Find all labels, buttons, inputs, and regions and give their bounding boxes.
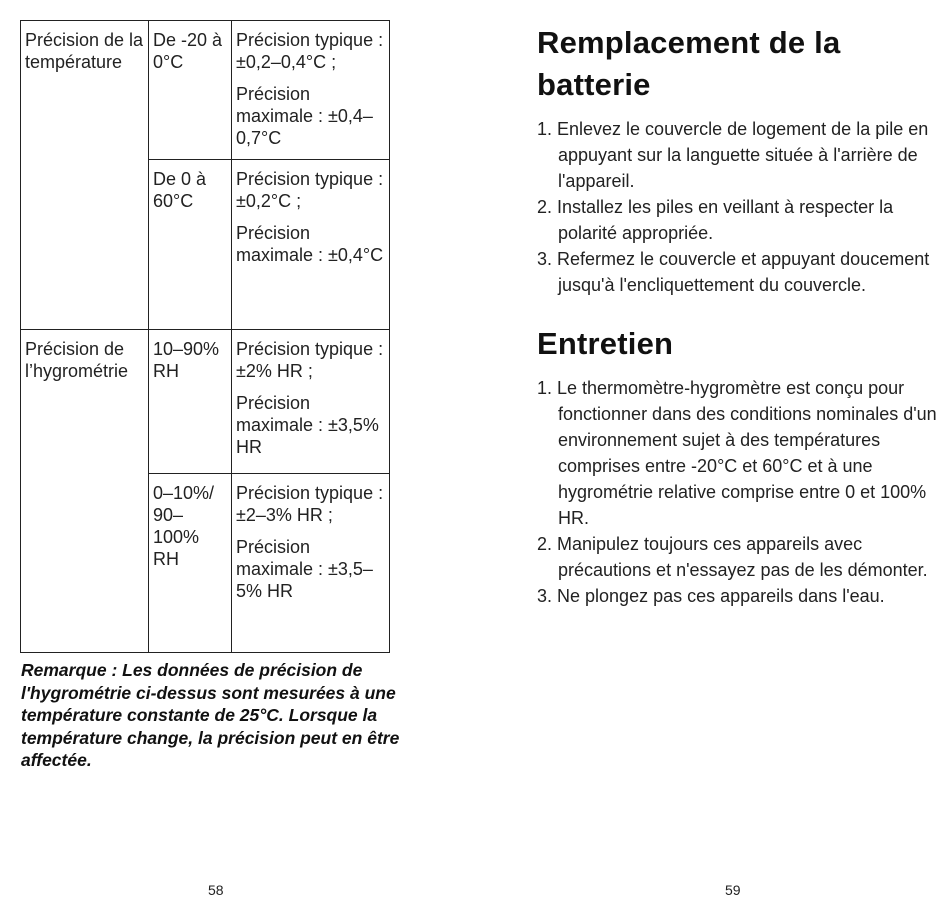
list-item: 1. Le thermomètre-hygromètre est conçu pour fonctionner dans des conditions nominales d'un environnement sujet à des températures comprises entre -20°C et 60°C et à une hygrométrie relative comprise entre 0 et 100% HR.: [537, 378, 937, 528]
battery-steps-list: [537, 116, 937, 298]
accuracy-cell: [232, 474, 390, 653]
typical-accuracy: Précision typique : ±0,2–0,4°C ;: [236, 30, 384, 72]
page-number-left: 58: [208, 882, 224, 898]
range-cell: [149, 474, 232, 653]
range-cell: [149, 330, 232, 474]
list-item: 3. Ne plongez pas ces appareils dans l'eau.: [537, 586, 885, 606]
right-page-content: [537, 22, 937, 609]
list-item: 2. Manipulez toujours ces appareils avec précautions et n'essayez pas de les démonter.: [537, 534, 928, 580]
accuracy-cell: [232, 160, 390, 330]
accuracy-cell: [232, 21, 390, 160]
range-cell: [149, 21, 232, 160]
page-number-right: 59: [725, 882, 741, 898]
typical-accuracy: Précision typique : ±0,2°C ;: [236, 169, 384, 211]
accuracy-spec-table: [20, 20, 390, 653]
list-item: 3. Refermez le couvercle et appuyant doucement jusqu'à l'encliquettement du couvercle.: [537, 249, 930, 295]
typical-accuracy: Précision typique : ±2% HR ;: [236, 339, 384, 381]
parameter-label: Précision de la température: [25, 30, 144, 72]
list-item: 2. Installez les piles en veillant à respecter la polarité appropriée.: [537, 197, 894, 243]
accuracy-note: Remarque : Les données de précision de l'hygrométrie ci-dessus sont mesurées à une température constante de 25°C. Lorsque la température change, la précision peut en être affectée.: [21, 660, 400, 770]
parameter-label: Précision de l’hygrométrie: [25, 339, 129, 381]
parameter-cell: [21, 330, 149, 653]
battery-section-title: Remplacement de la batterie: [537, 25, 841, 102]
maximum-accuracy: Précision maximale : ±0,4°C: [236, 223, 384, 265]
range-label: 10–90% RH: [153, 339, 220, 381]
table-row: [21, 21, 390, 160]
maintenance-steps-list: [537, 375, 937, 609]
typical-accuracy: Précision typique : ±2–3% HR ;: [236, 483, 384, 525]
accuracy-cell: [232, 330, 390, 474]
maximum-accuracy: Précision maximale : ±3,5–5% HR: [236, 537, 373, 601]
maintenance-section-title: Entretien: [537, 326, 674, 361]
list-item: 1. Enlevez le couvercle de logement de la pile en appuyant sur la languette située à l'arrière de l'appareil.: [537, 119, 929, 191]
maximum-accuracy: Précision maximale : ±3,5% HR: [236, 393, 379, 457]
range-label: De 0 à 60°C: [153, 169, 207, 211]
table-row: [21, 330, 390, 474]
range-cell: [149, 160, 232, 330]
range-label: 0–10%/ 90–100% RH: [153, 483, 215, 569]
parameter-cell: [21, 21, 149, 330]
range-label: De -20 à 0°C: [153, 30, 223, 72]
maximum-accuracy: Précision maximale : ±0,4–0,7°C: [236, 84, 373, 148]
